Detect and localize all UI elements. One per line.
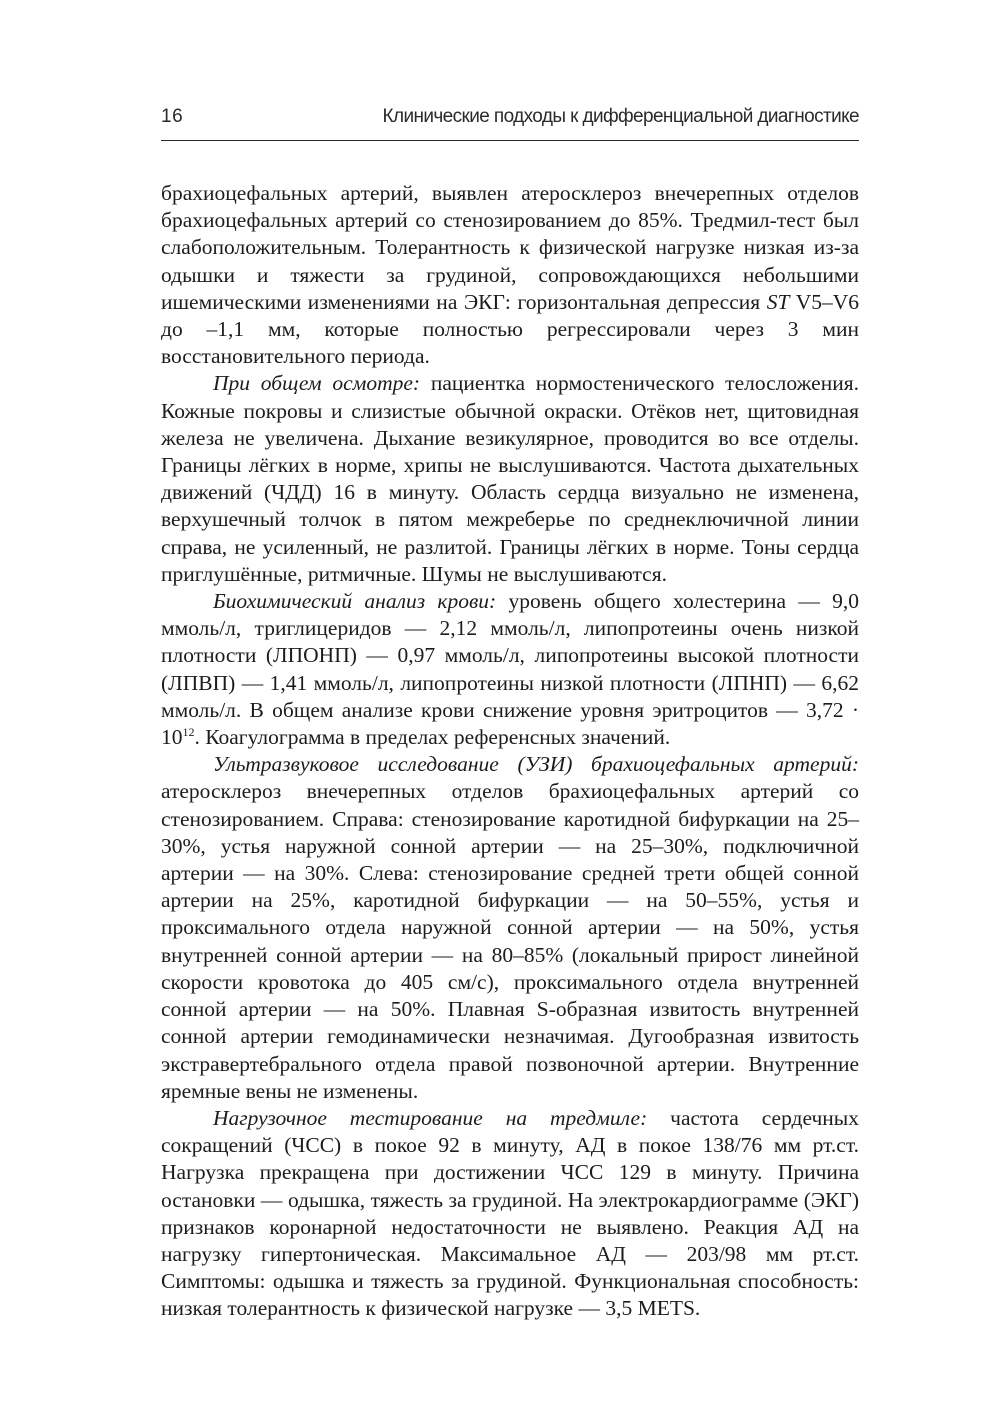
page-number: 16 bbox=[161, 106, 184, 127]
running-title: Клинические подходы к дифференциальной диагностике bbox=[382, 106, 859, 127]
header-rule bbox=[161, 140, 859, 141]
paragraph-general-exam: При общем осмотре: пациентка нормостенического телосложения. Кожные покровы и слизистые обычной окраски. Отёков нет, щитовидная железа не увеличена. Дыхание везикулярное, проводится во все отделы. Границы лёгких в норме, хрипы не выслушиваются. Частота дыхательных движений (ЧДД) 16 в минуту. Область сердца визуально не изменена, верхушечный толчок в пятом межреберье по среднеключичной линии справа, не усиленный, не разлитой. Границы лёгких в норме. Тоны сердца приглушённые, ритмичные. Шумы не выслушиваются. bbox=[161, 371, 859, 586]
paragraph-intro: брахиоцефальных артерий, выявлен атеросклероз внечерепных отделов брахиоцефальных артерий со стенозированием до 85%. Тредмил-тест был слабоположительным. Толерантность к физической нагрузке низкая из-за одышки и тяжести за грудиной, сопровождающихся небольшими ишемическими изменениями на ЭКГ: горизонтальная депрессия ST V5–V6 до –1,1 мм, которые полностью регрессировали через 3 мин восстановительного периода. bbox=[161, 181, 859, 369]
section-lead-treadmill: Нагрузочное тестирование на тредмиле: bbox=[213, 1105, 648, 1130]
paragraph-ultrasound: Ультразвуковое исследование (УЗИ) брахиоцефальных артерий: атеросклероз внечерепных отделов брахиоцефальных артерий со стенозированием. Справа: стенозирование каротидной бифуркации на 25–30%, устья наружной сонной артерии — на 25–30%, подключичной артерии — на 30%. Слева: стенозирование средней трети общей сонной артерии на 25%, каротидной бифуркации — на 50–55%, устья и проксимального отдела наружной сонной артерии — на 50%, устья внутренней сонной артерии — на 80–85% (локальный прирост линейной скорости кровотока до 405 см/с), проксимального отдела внутренней сонной артерии — на 50%. Плавная S-образная извитость внутренней сонной артерии гемодинамически незначимая. Дугообразная извитость экстравертебрального отдела правой позвоночной артерии. Внутренние яремные вены не изменены. bbox=[161, 752, 859, 1103]
st-segment-label: ST bbox=[766, 289, 790, 314]
section-lead-general-exam: При общем осмотре: bbox=[213, 371, 421, 396]
section-lead-ultrasound: Ультразвуковое исследование (УЗИ) брахиоцефальных артерий: bbox=[213, 752, 859, 777]
page-header bbox=[161, 106, 859, 136]
paragraph-biochemistry: Биохимический анализ крови: уровень общего холестерина — 9,0 ммоль/л, триглицеридов — 2,12 ммоль/л, липопротеины очень низкой плотности (ЛПОНП) — 0,97 ммоль/л, липопротеины высокой плотности (ЛПВП) — 1,41 ммоль/л, липопротеины низкой плотности (ЛПНП) — 6,62 ммоль/л. В общем анализе крови снижение уровня эритроцитов — $3,72 \cdot 10^{12}$. Коагулограмма в пределах референсных значений. bbox=[161, 589, 859, 750]
exponent: 12 bbox=[182, 725, 195, 740]
paragraph-treadmill: Нагрузочное тестирование на тредмиле: частота сердечных сокращений (ЧСС) в покое 92 в минуту, АД в покое 138/76 мм рт.ст. Нагрузка прекращена при достижении ЧСС 129 в минуту. Причина остановки — одышка, тяжесть за грудиной. На электрокардиограмме (ЭКГ) признаков коронарной недостаточности не выявлено. Реакция АД на нагрузку гипертоническая. Максимальное АД — 203/98 мм рт.ст. Симптомы: одышка и тяжесть за грудиной. Функциональная способность: низкая толерантность к физической нагрузке — 3,5 METS. bbox=[161, 1105, 859, 1321]
section-lead-biochemistry: Биохимический анализ крови: bbox=[213, 589, 497, 614]
body-text bbox=[161, 180, 859, 1323]
